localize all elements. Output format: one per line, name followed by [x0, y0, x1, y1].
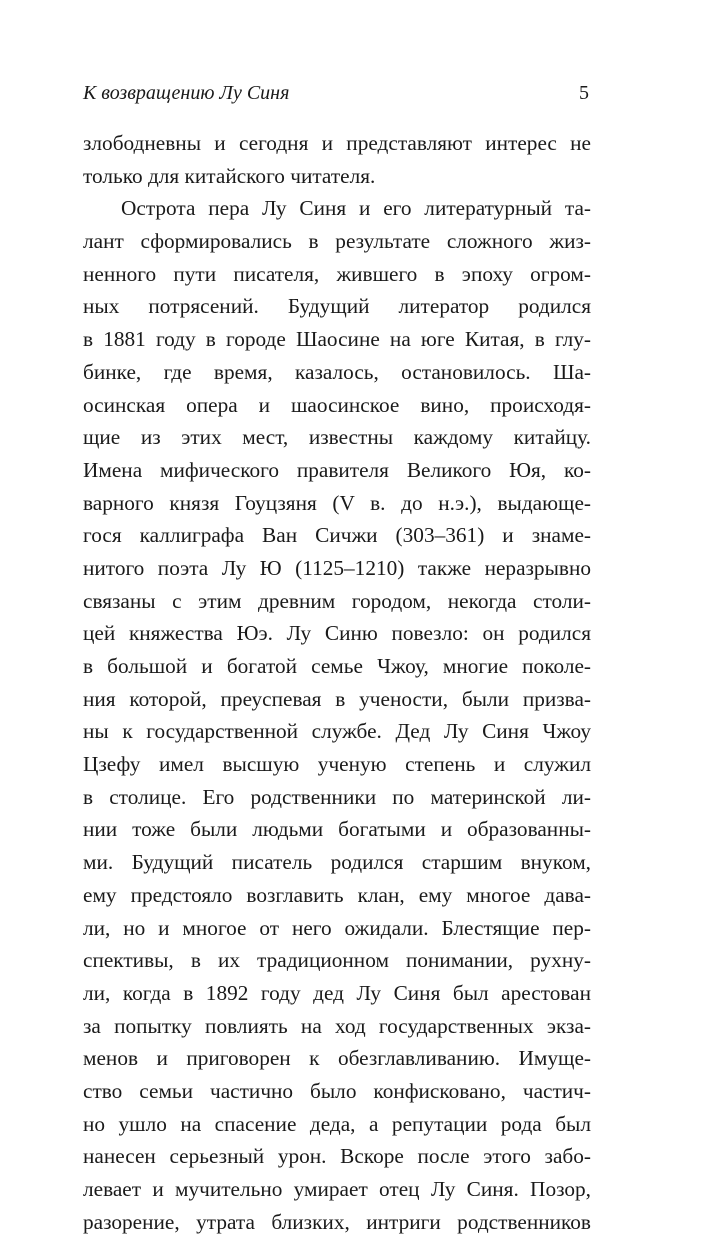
text-line: в большой и богатой семье Чжоу, многие поколе- [83, 654, 591, 678]
text-line: злободневны и сегодня и представляют интерес не [83, 131, 591, 155]
text-line: ство семьи частично было конфисковано, частич- [83, 1078, 591, 1103]
running-head [83, 78, 591, 108]
text-line: ли, но и многое от него ожидали. Блестящие пер- [83, 915, 591, 940]
text-line: только для китайского читателя. [83, 163, 376, 188]
text-line: ния которой, преуспевая в учености, были призва- [83, 686, 591, 711]
text-line: бинке, где время, казалось, остановилось. Ша- [83, 359, 591, 384]
text-line: нии тоже были людьми богатыми и образованны- [83, 817, 591, 842]
text-line: в столице. Его родственники по материнской ли- [83, 784, 591, 809]
text-line: щие из этих мест, известны каждому китайцу. [83, 425, 591, 450]
text-line: в 1881 году в городе Шаосине на юге Китая, в глу- [83, 327, 591, 352]
text-line: ны к государственной службе. Дед Лу Синя Чжоу [83, 719, 591, 744]
text-line: ненного пути писателя, жившего в эпоху огром- [83, 261, 591, 286]
book-page [83, 0, 591, 1234]
text-line: Острота пера Лу Синя и его литературный та- [121, 196, 591, 221]
page-number: 5 [579, 82, 589, 104]
text-line: нитого поэта Лу Ю (1125–1210) также неразрывно [83, 555, 591, 580]
text-line: лант сформировались в результате сложного жиз- [83, 229, 591, 254]
text-line: ему предстояло возглавить клан, ему многое дава- [83, 882, 591, 907]
text-line: менов и приговорен к обезглавливанию. Имуще- [83, 1046, 591, 1071]
text-line: разорение, утрата близких, интриги родственников [83, 1209, 591, 1234]
text-line: за попытку повлиять на ход государственных экза- [83, 1013, 591, 1038]
text-line: связаны с этим древним городом, некогда столи- [83, 588, 591, 613]
text-line: ли, когда в 1892 году дед Лу Синя был арестован [83, 980, 591, 1005]
text-line: спективы, в их традиционном понимании, рухну- [83, 948, 591, 973]
text-line: гося каллиграфа Ван Сичжи (303–361) и знаме- [83, 523, 591, 548]
text-line: левает и мучительно умирает отец Лу Синя. Позор, [83, 1177, 591, 1201]
text-line: Имена мифического правителя Великого Юя, ко- [83, 457, 591, 482]
text-line: но ушло на спасение деда, а репутации рода был [83, 1111, 591, 1136]
text-line: осинская опера и шаосинское вино, происходя- [83, 392, 591, 417]
text-line: ми. Будущий писатель родился старшим внуком, [83, 850, 591, 875]
text-line: Цзефу имел высшую ученую степень и служил [83, 752, 591, 777]
text-line: варного князя Гоуцзяня (V в. до н.э.), выдающе- [83, 490, 591, 515]
body-text [83, 127, 591, 1238]
text-line: нанесен серьезный урон. Вскоре после этого забо- [83, 1144, 591, 1169]
text-line: ных потрясений. Будущий литератор родился [83, 294, 591, 319]
text-line: цей княжества Юэ. Лу Синю повезло: он родился [83, 621, 591, 646]
running-title: К возвращению Лу Синя [83, 82, 290, 104]
